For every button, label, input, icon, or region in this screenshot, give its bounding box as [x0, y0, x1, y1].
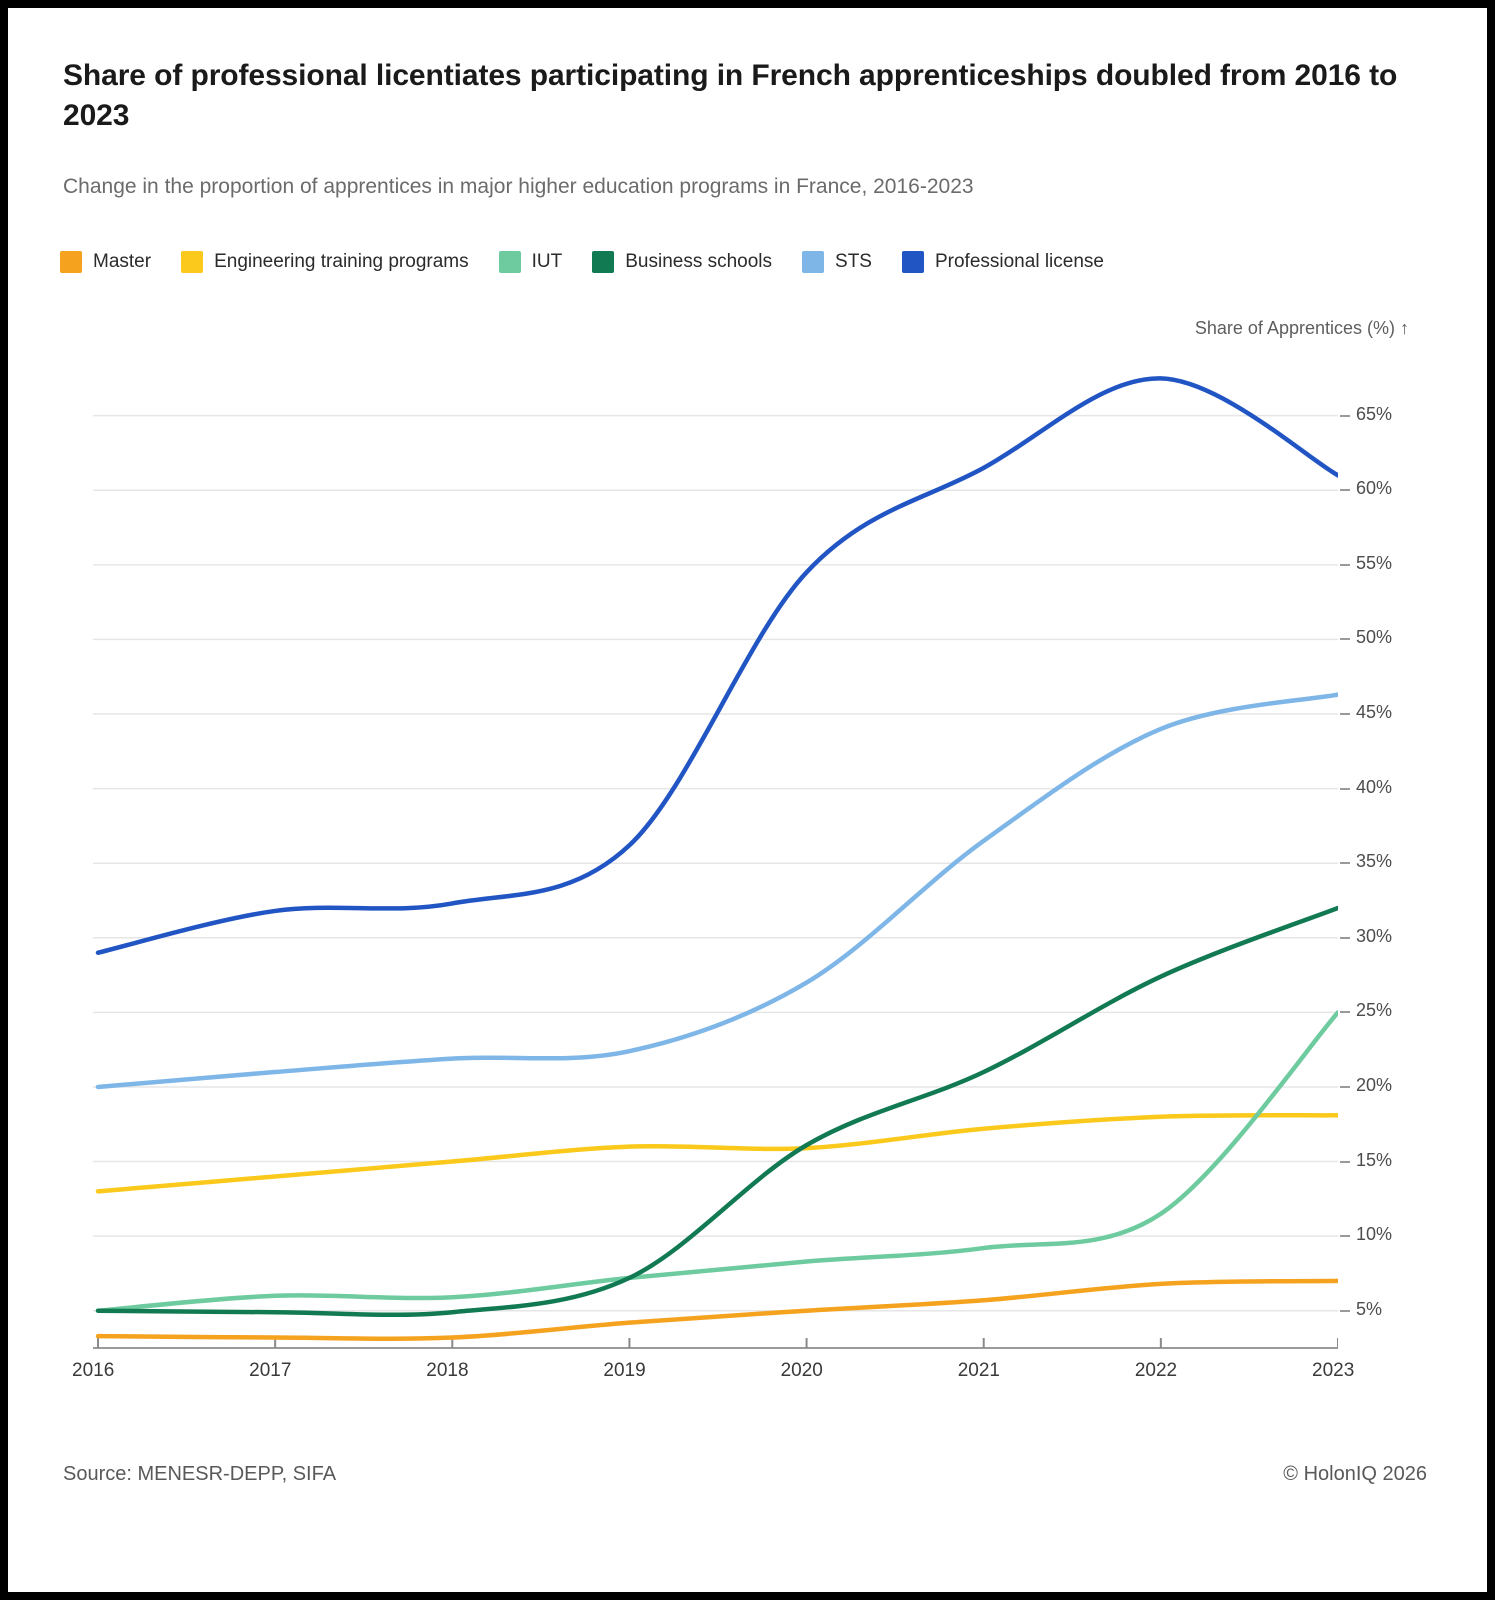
y-axis-tick-label: 40% — [1356, 776, 1393, 797]
x-axis-tick-label: 2016 — [72, 1360, 115, 1381]
y-axis-tick-label: 55% — [1356, 552, 1393, 573]
y-axis-tick-label: 25% — [1356, 1000, 1393, 1021]
legend-item[interactable] — [499, 251, 563, 273]
page-subtitle: Change in the proportion of apprentices in major higher education programs in France, 2016-2023 — [63, 175, 974, 198]
legend-swatch-icon — [592, 251, 614, 273]
x-axis-tick-label: 2018 — [426, 1360, 469, 1381]
y-axis-tick-label: 60% — [1356, 478, 1393, 499]
y-tick-mark — [1340, 1161, 1350, 1163]
y-axis-title: Share of Apprentices (%) ↑ — [1194, 318, 1409, 338]
y-axis-tick-label: 15% — [1356, 1149, 1393, 1170]
legend-label: IUT — [531, 251, 563, 272]
page-title: Share of professional licentiates participating in French apprenticeships doubled from 2016 to 2023 — [63, 59, 1398, 132]
y-tick-mark — [1340, 1235, 1350, 1237]
copyright-note: © HolonIQ 2026 — [1283, 1463, 1427, 1485]
legend-label: Master — [93, 251, 152, 272]
y-tick-mark — [1340, 564, 1350, 566]
y-tick-mark — [1340, 1086, 1350, 1088]
x-axis-tick-label: 2023 — [1312, 1360, 1355, 1381]
legend-swatch-icon — [181, 251, 203, 273]
y-tick-mark — [1340, 788, 1350, 790]
y-tick-mark — [1340, 489, 1350, 491]
y-tick-mark — [1340, 415, 1350, 417]
y-tick-mark — [1340, 937, 1350, 939]
y-axis-tick-label: 35% — [1356, 851, 1393, 872]
legend-item[interactable] — [902, 251, 1104, 273]
y-tick-mark — [1340, 638, 1350, 640]
legend-swatch-icon — [499, 251, 521, 273]
y-tick-mark — [1340, 713, 1350, 715]
legend-swatch-icon — [902, 251, 924, 273]
series-line — [98, 1281, 1338, 1339]
legend-item[interactable] — [592, 251, 772, 273]
series-line — [98, 378, 1338, 952]
y-axis-tick-label: 20% — [1356, 1074, 1393, 1095]
series-line — [98, 908, 1338, 1315]
legend-item[interactable] — [181, 251, 469, 273]
y-tick-mark — [1340, 1011, 1350, 1013]
legend-label: Professional license — [934, 251, 1104, 272]
source-note: Source: MENESR-DEPP, SIFA — [63, 1463, 337, 1485]
legend-label: Engineering training programs — [214, 251, 469, 272]
x-axis-tick-label: 2021 — [957, 1360, 1000, 1381]
y-axis-tick-label: 50% — [1356, 627, 1393, 648]
line-chart-svg — [93, 338, 1338, 1358]
series-line — [98, 695, 1338, 1087]
y-tick-mark — [1340, 1310, 1350, 1312]
legend-swatch-icon — [60, 251, 82, 273]
legend-label: Business schools — [625, 251, 773, 272]
x-axis-tick-label: 2017 — [249, 1360, 292, 1381]
legend-item[interactable] — [802, 251, 872, 273]
chart-card — [8, 8, 1487, 1592]
x-axis-tick-label: 2022 — [1134, 1360, 1178, 1381]
y-axis-tick-label: 65% — [1356, 403, 1393, 424]
y-tick-mark — [1340, 862, 1350, 864]
legend-label: STS — [835, 251, 872, 272]
y-axis-tick-label: 30% — [1356, 925, 1393, 946]
series-line — [98, 1115, 1338, 1191]
chart-plot-area — [72, 338, 1393, 1381]
y-axis-tick-label: 10% — [1356, 1224, 1393, 1245]
legend-item[interactable] — [60, 251, 151, 273]
x-axis-tick-label: 2020 — [780, 1360, 823, 1381]
y-axis-tick-label: 5% — [1356, 1298, 1383, 1319]
x-axis-tick-label: 2019 — [603, 1360, 646, 1381]
legend-swatch-icon — [802, 251, 824, 273]
y-axis-tick-label: 45% — [1356, 702, 1393, 722]
chart-legend — [60, 251, 1134, 273]
